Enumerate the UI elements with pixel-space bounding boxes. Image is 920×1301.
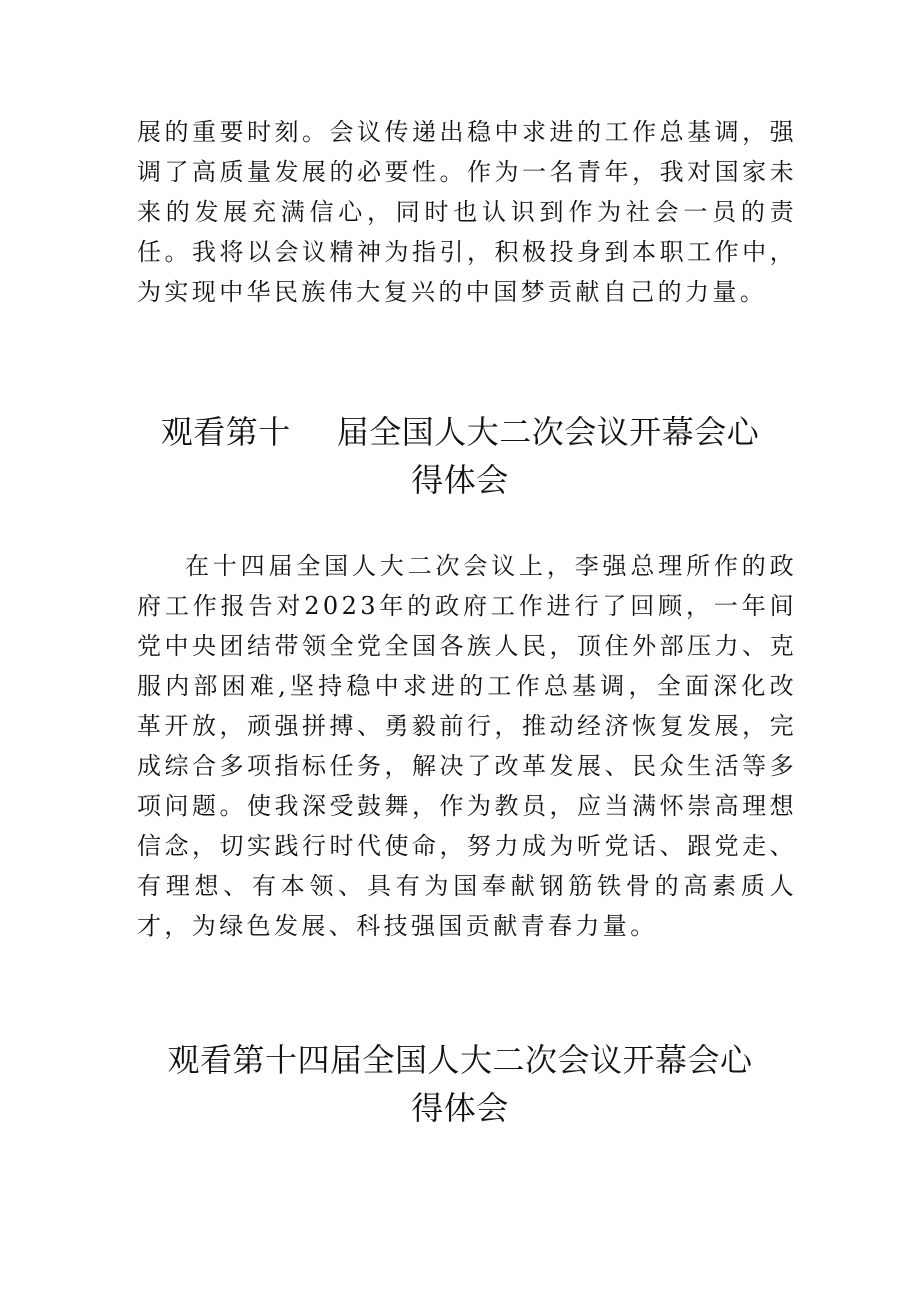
- heading-2-line-1: 观看第十四届全国人大二次会议开幕会心: [167, 1041, 753, 1079]
- section-heading-2: [110, 1036, 810, 1132]
- body-paragraph: 在十四届全国人大二次会议上，李强总理所作的政府工作报告对2023年的政府工作进行了回顾，一年间党中央团结带领全党全国各族人民，顶住外部压力、克服内部困难,坚持稳中求进的工作总基调，全面深化改革开放，顽强拼搏、勇毅前行，推动经济恢复发展，完成综合多项指标任务，解决了改革发展、民众生活等多项问题。使我深受鼓舞，作为教员，应当满怀崇高理想信念，切实践行时代使命，努力成为听党话、跟党走、有理想、有本领、具有为国奉献钢筋铁骨的高素质人才，为绿色发展、科技强国贡献青春力量。: [137, 552, 797, 940]
- heading-1-part-a: 观看第十: [160, 413, 291, 451]
- heading-1-line-2: 得体会: [411, 461, 509, 499]
- section-heading-1: [110, 408, 810, 504]
- body-paragraph-continued: 展的重要时刻。会议传递出稳中求进的工作总基调，强调了高质量发展的必要性。作为一名青年，我对国家未来的发展充满信心，同时也认识到作为社会一员的责任。我将以会议精神为指引，积极投身到本职工作中，为实现中华民族伟大复兴的中国梦贡献自己的力量。: [137, 118, 797, 306]
- heading-2-line-2: 得体会: [411, 1089, 509, 1127]
- heading-1-line-1: [110, 408, 810, 456]
- heading-1-part-b: 届全国人大二次会议开幕会心: [336, 413, 760, 451]
